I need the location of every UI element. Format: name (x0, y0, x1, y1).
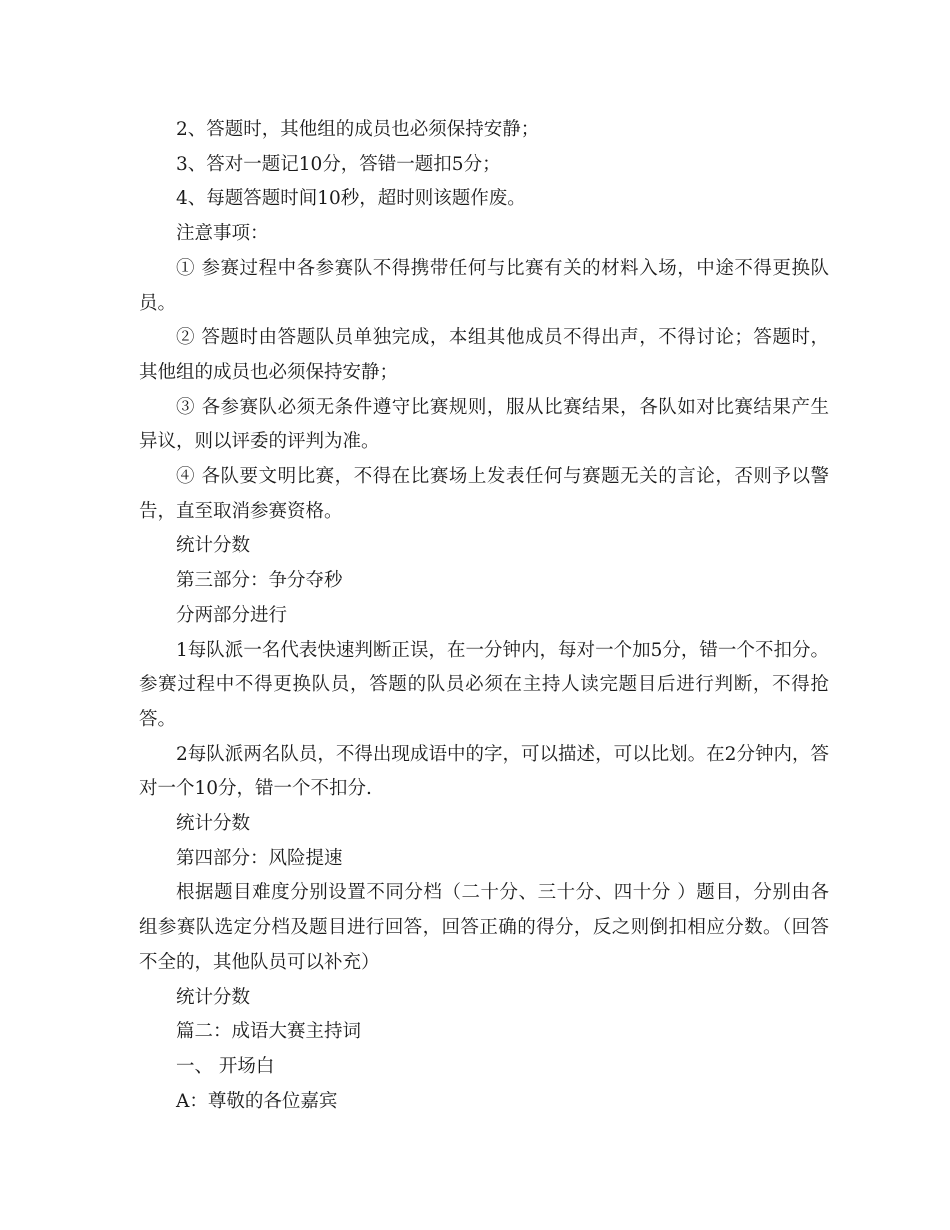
paragraph-opening-greeting: A：尊敬的各位嘉宾 (176, 1090, 338, 1112)
paragraph-score-2: 统计分数 (176, 813, 251, 835)
paragraph-rule-4: 4、每题答题时间10秒，超时则该题作废。 (176, 188, 526, 210)
paragraph-part-3-item-2: 2每队派两名队员，不得出现成语中的字，可以描述，可以比划。在2分钟内，答对一个10分，错一个不扣分. (139, 743, 829, 800)
paragraph-chapter-2-title: 篇二：成语大赛主持词 (176, 1021, 362, 1043)
paragraph-part-4-body: 根据题目难度分别设置不同分档（二十分、三十分、四十分 ）题目，分别由各组参赛队选定分档及题目进行回答，回答正确的得分，反之则倒扣相应分数。（回答不全的，其他队员可以补充） (139, 882, 829, 973)
paragraph-part-4-heading: 第四部分：风险提速 (176, 847, 343, 869)
paragraph-note-3: ③ 各参赛队必须无条件遵守比赛规则，服从比赛结果，各队如对比赛结果产生异议，则以评委的评判为准。 (139, 396, 829, 453)
paragraph-notes-heading: 注意事项： (176, 223, 269, 245)
paragraph-score-1: 统计分数 (176, 535, 251, 557)
paragraph-note-2: ② 答题时由答题队员单独完成，本组其他成员不得出声，不得讨论；答题时，其他组的成员也必须保持安静； (139, 327, 829, 383)
paragraph-part-3-item-1: 1每队派一名代表快速判断正误，在一分钟内，每对一个加5分，错一个不扣分。参赛过程中不得更换队员，答题的队员必须在主持人读完题目后进行判断，不得抢答。 (139, 639, 829, 730)
paragraph-opening-heading: 一、 开场白 (176, 1055, 275, 1077)
paragraph-score-3: 统计分数 (176, 986, 251, 1008)
paragraph-note-4: ④ 各队要文明比赛，不得在比赛场上发表任何与赛题无关的言论，否则予以警告，直至取消参赛资格。 (139, 466, 829, 522)
paragraph-part-3-intro: 分两部分进行 (176, 604, 288, 626)
paragraph-rule-2: 2、答题时，其他组的成员也必须保持安静； (176, 119, 540, 140)
paragraph-part-3-heading: 第三部分：争分夺秒 (176, 570, 343, 592)
document-body (139, 113, 829, 1119)
paragraph-note-1: ① 参赛过程中各参赛队不得携带任何与比赛有关的材料入场，中途不得更换队员。 (139, 257, 829, 314)
paragraph-rule-3: 3、答对一题记10分，答错一题扣5分； (176, 153, 501, 175)
